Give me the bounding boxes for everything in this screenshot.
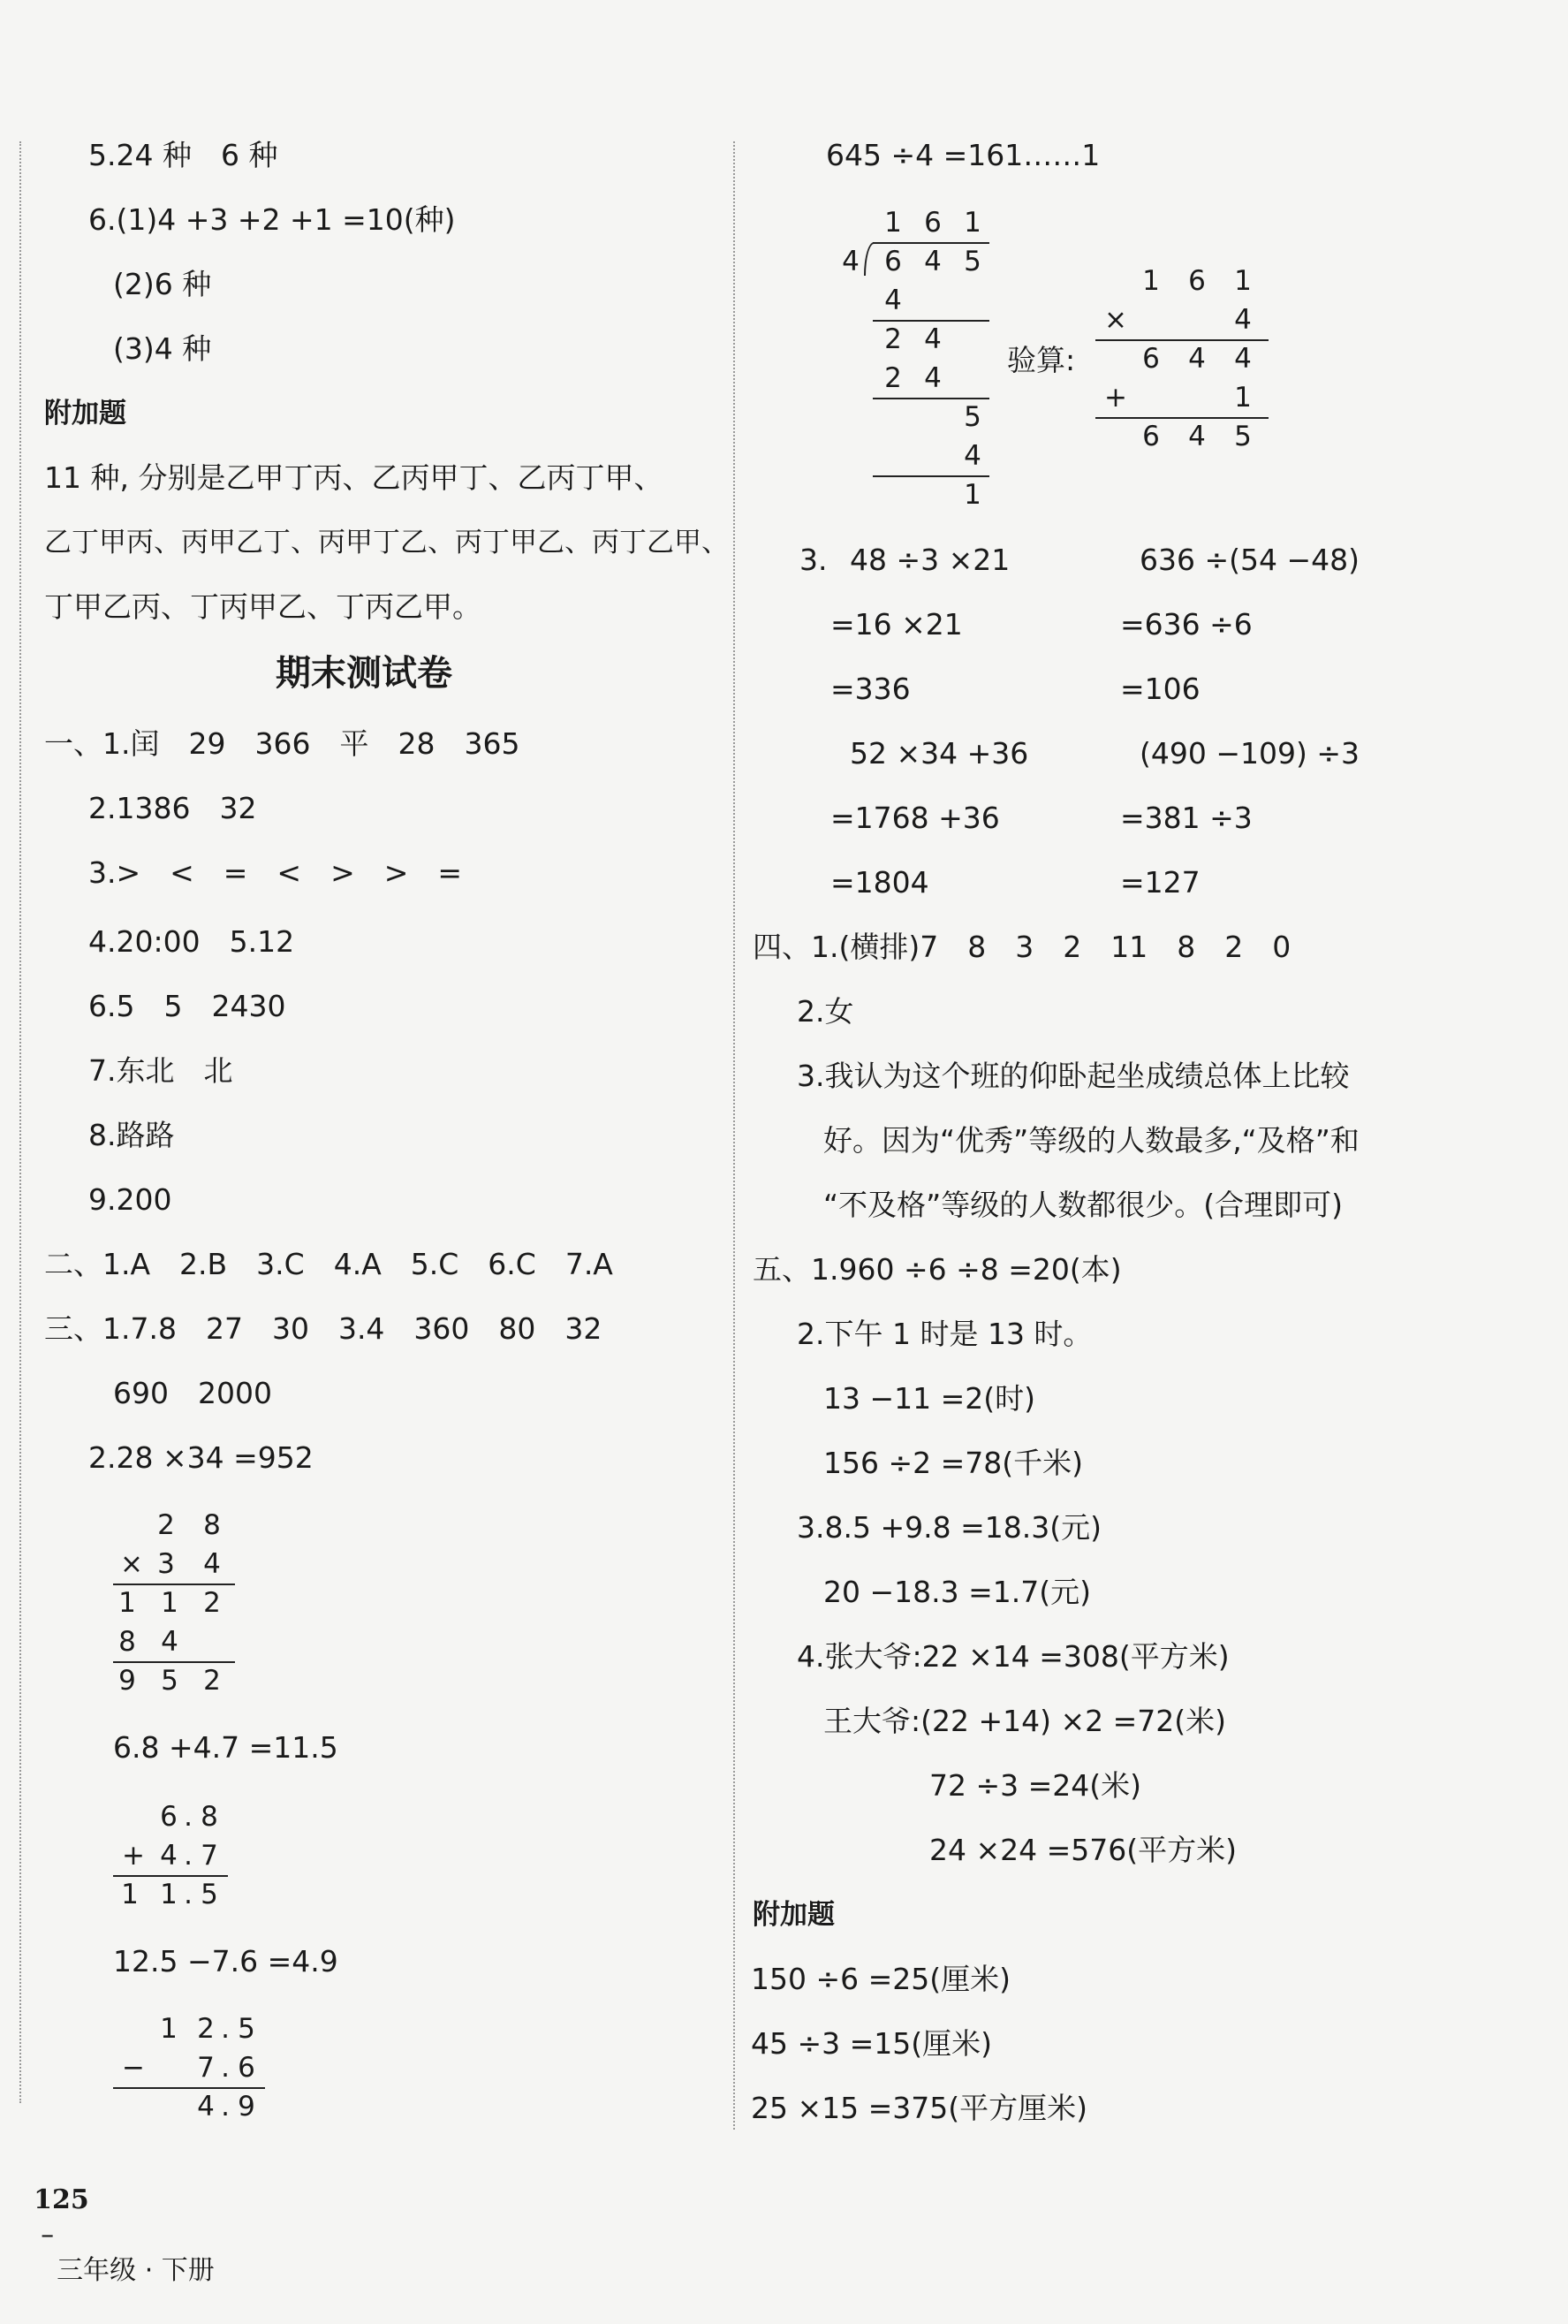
answer-6-1: 6.(1)4 +3 +2 +1 =10(种) bbox=[88, 202, 456, 237]
operator: × bbox=[120, 1548, 143, 1580]
digit: 8 bbox=[201, 1801, 218, 1833]
digit: 4 bbox=[203, 1548, 221, 1580]
bonus-2-line-2: 45 ÷3 =15(厘米) bbox=[751, 2026, 993, 2061]
digit: 6 bbox=[1142, 421, 1160, 452]
digit: 1 bbox=[121, 1879, 139, 1910]
q3-b-line-2: =636 ÷6 bbox=[1120, 607, 1253, 642]
rule bbox=[1095, 339, 1269, 341]
rule bbox=[873, 398, 989, 399]
digit: . bbox=[184, 1840, 193, 1872]
part-4-q3-line-2: 好。因为“优秀”等级的人数最多,“及格”和 bbox=[823, 1123, 1360, 1158]
q3-b-line-1: 636 ÷(54 −48) bbox=[1140, 543, 1360, 577]
rule bbox=[113, 1584, 235, 1585]
digit: 5 bbox=[161, 1665, 178, 1697]
footer-dash: – bbox=[41, 2220, 55, 2251]
check-label: 验算: bbox=[1007, 343, 1076, 377]
rule bbox=[873, 320, 989, 322]
answer-6-2: (2)6 种 bbox=[113, 267, 212, 301]
part-1-q3: 3.> < = < > > = bbox=[88, 855, 463, 890]
operator: × bbox=[1104, 304, 1127, 336]
q3-a-line-1: 48 ÷3 ×21 bbox=[850, 543, 1011, 577]
digit: 1 bbox=[118, 1587, 136, 1619]
division-equation: 645 ÷4 =161……1 bbox=[826, 138, 1101, 172]
rule bbox=[873, 475, 989, 477]
dividend-digit: 6 bbox=[884, 246, 902, 277]
quotient-digit: 1 bbox=[964, 207, 981, 239]
q3-c-line-2: =1768 +36 bbox=[830, 801, 1000, 835]
step-digit: 4 bbox=[964, 440, 981, 472]
step-digit: 4 bbox=[924, 323, 942, 355]
q3-d-line-3: =127 bbox=[1120, 865, 1201, 900]
answer-6-3: (3)4 种 bbox=[113, 331, 212, 366]
page-number: 125 bbox=[34, 2184, 89, 2215]
digit: 8 bbox=[203, 1509, 221, 1541]
q3-a-line-3: =336 bbox=[830, 672, 911, 706]
step-digit: 2 bbox=[884, 362, 902, 394]
digit: 7 bbox=[197, 2052, 215, 2084]
digit: . bbox=[184, 1879, 193, 1910]
part-5-q4-line-4: 24 ×24 =576(平方米) bbox=[929, 1833, 1237, 1867]
part-1-q7: 7.东北 北 bbox=[88, 1053, 233, 1088]
digit: 1 bbox=[1234, 265, 1252, 297]
division-bracket bbox=[864, 242, 876, 276]
digit: 5 bbox=[201, 1879, 218, 1910]
quotient-digit: 6 bbox=[924, 207, 942, 239]
rule bbox=[113, 1875, 228, 1877]
part-2-answers: 二、1.A 2.B 3.C 4.A 5.C 6.C 7.A bbox=[44, 1247, 613, 1281]
digit: 3 bbox=[157, 1548, 175, 1580]
bonus-answer-line-3: 丁甲乙丙、丁丙甲乙、丁丙乙甲。 bbox=[44, 589, 481, 624]
divisor: 4 bbox=[842, 246, 860, 277]
digit: 1 bbox=[160, 2013, 178, 2045]
addition-equation: 6.8 +4.7 =11.5 bbox=[113, 1730, 338, 1765]
digit: 6 bbox=[1188, 265, 1206, 297]
quotient-digit: 1 bbox=[884, 207, 902, 239]
part-5-q4-line-2: 王大爷:(22 +14) ×2 =72(米) bbox=[823, 1704, 1227, 1738]
part-3-q1: 三、1.7.8 27 30 3.4 360 80 32 bbox=[44, 1311, 602, 1346]
part-1-q2: 2.1386 32 bbox=[88, 791, 257, 825]
digit: 1 bbox=[160, 1879, 178, 1910]
part-1-q9: 9.200 bbox=[88, 1182, 172, 1217]
digit: 4 bbox=[197, 2091, 215, 2123]
operator: − bbox=[122, 2052, 145, 2084]
part-5-q4-line-3: 72 ÷3 =24(米) bbox=[929, 1768, 1142, 1803]
digit: 4 bbox=[1188, 343, 1206, 375]
digit: 4 bbox=[1188, 421, 1206, 452]
bonus-answer-line-1: 11 种, 分别是乙甲丁丙、乙丙甲丁、乙丙丁甲、 bbox=[44, 460, 663, 495]
operator: + bbox=[1104, 382, 1127, 414]
digit: 4 bbox=[1234, 304, 1252, 336]
bonus-heading-2: 附加题 bbox=[753, 1899, 835, 1931]
operator: + bbox=[122, 1840, 145, 1872]
part-5-q2-line-1: 2.下午 1 时是 13 时。 bbox=[797, 1317, 1093, 1351]
step-digit: 2 bbox=[884, 323, 902, 355]
part-5-q3-line-2: 20 −18.3 =1.7(元) bbox=[823, 1575, 1091, 1609]
dividend-digit: 5 bbox=[964, 246, 981, 277]
q3-a-line-2: =16 ×21 bbox=[830, 607, 963, 642]
digit: 6 bbox=[160, 1801, 178, 1833]
q3-b-line-3: =106 bbox=[1120, 672, 1201, 706]
digit: 5 bbox=[238, 2013, 255, 2045]
column-divider bbox=[733, 141, 735, 2130]
part-5-q4-line-1: 4.张大爷:22 ×14 =308(平方米) bbox=[797, 1639, 1230, 1674]
rule bbox=[1095, 417, 1269, 419]
part-1-q8: 8.路路 bbox=[88, 1118, 175, 1152]
digit: . bbox=[221, 2091, 230, 2123]
digit: 7 bbox=[201, 1840, 218, 1872]
part-5-q1: 五、1.960 ÷6 ÷8 =20(本) bbox=[753, 1252, 1122, 1287]
step-digit: 5 bbox=[964, 401, 981, 433]
digit: 6 bbox=[238, 2052, 255, 2084]
digit: 2 bbox=[203, 1665, 221, 1697]
part-3-q1-cont: 690 2000 bbox=[113, 1376, 272, 1410]
section-title: 期末测试卷 bbox=[276, 653, 452, 694]
dividend-digit: 4 bbox=[924, 246, 942, 277]
digit: 2 bbox=[203, 1587, 221, 1619]
digit: 4 bbox=[1234, 343, 1252, 375]
part-3-q2: 2.28 ×34 =952 bbox=[88, 1440, 314, 1475]
part-1-q1: 一、1.闰 29 366 平 28 365 bbox=[44, 726, 520, 761]
digit: 4 bbox=[160, 1840, 178, 1872]
digit: 9 bbox=[238, 2091, 255, 2123]
part-4-q3-line-3: “不及格”等级的人数都很少。(合理即可) bbox=[823, 1188, 1343, 1222]
digit: 9 bbox=[118, 1665, 136, 1697]
q3-d-line-2: =381 ÷3 bbox=[1120, 801, 1253, 835]
q3-c-line-3: =1804 bbox=[830, 865, 929, 900]
q3-c-line-1: 52 ×34 +36 bbox=[850, 736, 1029, 771]
digit: 1 bbox=[1142, 265, 1160, 297]
part-4-q2: 2.女 bbox=[797, 994, 854, 1029]
bonus-answer-line-2: 乙丁甲丙、丙甲乙丁、丙甲丁乙、丙丁甲乙、丙丁乙甲、 bbox=[44, 527, 729, 558]
digit: . bbox=[221, 2052, 230, 2084]
digit: 1 bbox=[161, 1587, 178, 1619]
part-1-q4-5: 4.20:00 5.12 bbox=[88, 924, 295, 959]
q3-number: 3. bbox=[799, 543, 828, 577]
digit: . bbox=[221, 2013, 230, 2045]
bonus-2-line-1: 150 ÷6 =25(厘米) bbox=[751, 1962, 1011, 1996]
rule bbox=[873, 242, 989, 244]
bonus-2-line-3: 25 ×15 =375(平方厘米) bbox=[751, 2091, 1087, 2125]
part-4-q1: 四、1.(横排)7 8 3 2 11 8 2 0 bbox=[753, 930, 1292, 964]
digit: 6 bbox=[1142, 343, 1160, 375]
q3-d-line-1: (490 −109) ÷3 bbox=[1140, 736, 1360, 771]
step-digit: 4 bbox=[924, 362, 942, 394]
part-4-q3-line-1: 3.我认为这个班的仰卧起坐成绩总体上比较 bbox=[797, 1059, 1350, 1093]
part-1-q6: 6.5 5 2430 bbox=[88, 989, 286, 1023]
digit: 2 bbox=[157, 1509, 175, 1541]
page-footer bbox=[0, 2147, 215, 2324]
digit: 8 bbox=[118, 1626, 136, 1658]
step-digit: 4 bbox=[884, 285, 902, 316]
part-5-q3-line-1: 3.8.5 +9.8 =18.3(元) bbox=[797, 1510, 1102, 1545]
grade-label: 三年级 · 下册 bbox=[57, 2255, 215, 2286]
digit: 2 bbox=[197, 2013, 215, 2045]
digit: . bbox=[184, 1801, 193, 1833]
digit: 1 bbox=[1234, 382, 1252, 414]
answer-5: 5.24 种 6 种 bbox=[88, 138, 278, 172]
digit: 5 bbox=[1234, 421, 1252, 452]
subtraction-equation: 12.5 −7.6 =4.9 bbox=[113, 1944, 338, 1978]
part-5-q2-line-2: 13 −11 =2(时) bbox=[823, 1381, 1036, 1416]
left-margin-divider bbox=[19, 141, 21, 2103]
digit: 4 bbox=[161, 1626, 178, 1658]
rule bbox=[113, 2087, 265, 2089]
rule bbox=[113, 1661, 235, 1663]
part-5-q2-line-3: 156 ÷2 =78(千米) bbox=[823, 1446, 1084, 1480]
remainder-digit: 1 bbox=[964, 479, 981, 511]
bonus-heading: 附加题 bbox=[44, 398, 126, 429]
